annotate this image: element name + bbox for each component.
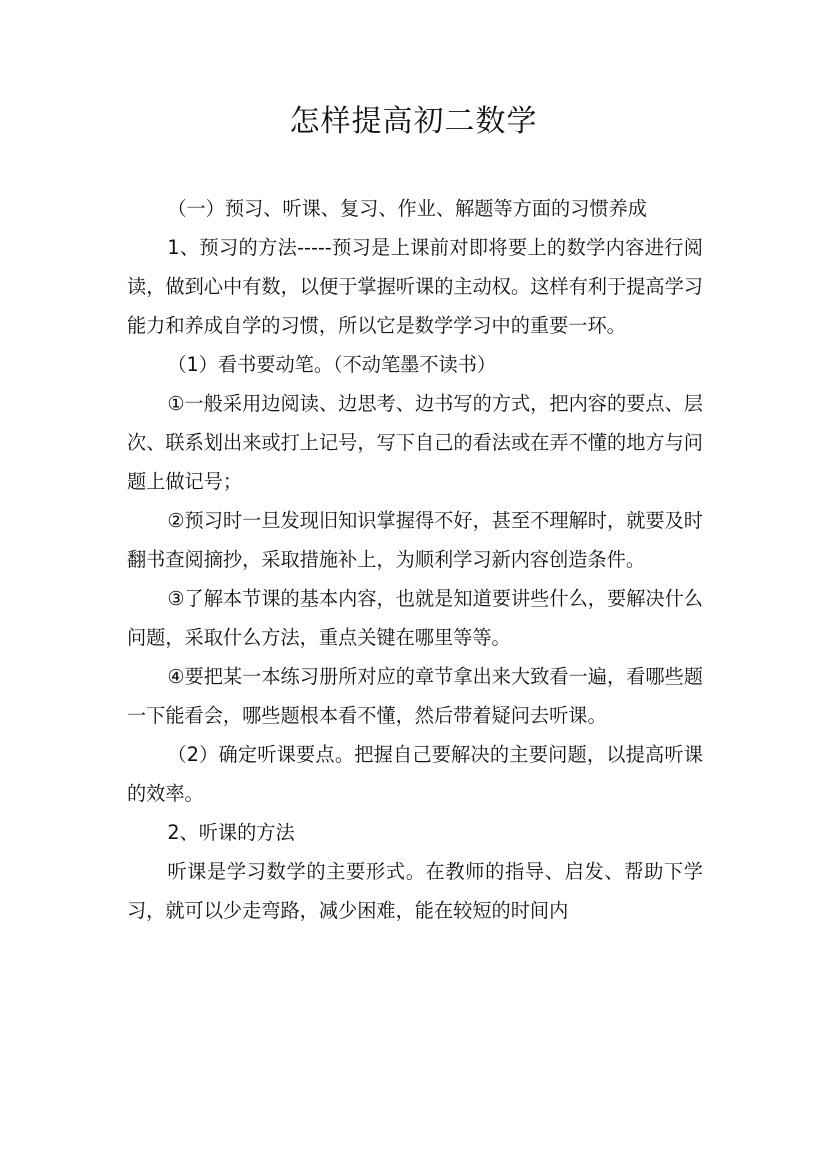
paragraph-listening-focus: （2）确定听课要点。把握自己要解决的主要问题，以提高听课的效率。 xyxy=(127,743,703,805)
paragraph-habits-heading: （一）预习、听课、复习、作业、解题等方面的习惯养成 xyxy=(167,197,647,220)
document-body xyxy=(127,189,703,930)
paragraph-point-4: ④要把某一本练习册所对应的章节拿出来大致看一遍，看哪些题一下能看会，哪些题根本看不懂，然后带着疑问去听课。 xyxy=(127,665,703,727)
document-title: 怎样提高初二数学 xyxy=(289,104,538,139)
paragraph-point-2: ②预习时一旦发现旧知识掌握得不好，甚至不理解时，就要及时翻书查阅摘抄，采取措施补上，为顺利学习新内容创造条件。 xyxy=(127,509,703,571)
paragraph-point-1: ①一般采用边阅读、边思考、边书写的方式，把内容的要点、层次、联系划出来或打上记号，写下自己的看法或在弄不懂的地方与问题上做记号； xyxy=(127,392,703,493)
paragraph-listening-method-heading: 2、听课的方法 xyxy=(167,821,295,844)
paragraph-preview-method: 1、预习的方法-----预习是上课前对即将要上的数学内容进行阅读，做到心中有数，以便于掌握听课的主动权。这样有利于提高学习能力和养成自学的习惯，所以它是数学学习中的重要一环。 xyxy=(127,236,703,337)
paragraph-point-3: ③了解本节课的基本内容，也就是知道要讲些什么，要解决什么问题，采取什么方法，重点关键在哪里等等。 xyxy=(127,587,703,649)
paragraph-read-with-pen: （1）看书要动笔。（不动笔墨不读书） xyxy=(167,353,497,376)
paragraph-listening-intro: 听课是学习数学的主要形式。在教师的指导、启发、帮助下学习，就可以少走弯路，减少困难，能在较短的时间内 xyxy=(127,860,703,922)
